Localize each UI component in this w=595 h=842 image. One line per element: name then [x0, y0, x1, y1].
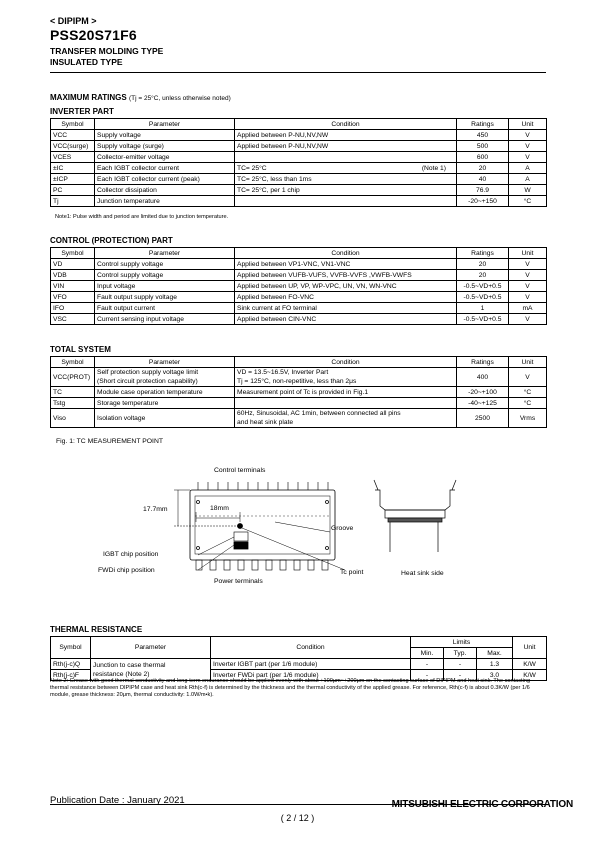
- figure-caption: Fig. 1: TC MEASUREMENT POINT: [56, 438, 164, 445]
- cell-rating: -40~+125: [457, 398, 509, 409]
- parameter-line-2: (Short circuit protection capability): [97, 378, 198, 385]
- cell-unit: W: [509, 185, 547, 196]
- label-dim-height: 17.7mm: [143, 506, 168, 513]
- cell-typ: -: [444, 670, 477, 681]
- cell-symbol: VCES: [51, 152, 95, 163]
- cell-unit: A: [509, 163, 547, 174]
- cell-parameter: Each IGBT collector current (peak): [95, 174, 235, 185]
- table-header-row: [51, 248, 547, 259]
- cell-unit: Vrms: [509, 409, 547, 428]
- cell-symbol: VFO: [51, 292, 95, 303]
- series-label: < DIPIPM >: [50, 16, 97, 26]
- cell-unit: V: [509, 281, 547, 292]
- condition-line: Measurement point of Tc is provided in Fig.1: [237, 388, 369, 396]
- cell-condition: [235, 174, 457, 185]
- cell-unit: V: [509, 141, 547, 152]
- cell-rating: 20: [457, 163, 509, 174]
- cell-parameter: Junction to case thermal resistance (Note 2): [91, 659, 211, 681]
- col-unit: Unit: [509, 119, 547, 130]
- cell-condition: [235, 141, 457, 152]
- col-parameter: Parameter: [95, 248, 235, 259]
- cell-parameter: [95, 398, 235, 409]
- thermal-header-row: [51, 637, 547, 648]
- col-symbol: Symbol: [51, 637, 91, 659]
- col-condition: Condition: [235, 357, 457, 368]
- cell-parameter: [95, 368, 235, 387]
- cell-parameter: Supply voltage (surge): [95, 141, 235, 152]
- cell-symbol: Rth(j-c)F: [51, 670, 91, 681]
- col-limits: Limits: [411, 637, 513, 648]
- cell-max: 1.3: [477, 659, 513, 670]
- cell-condition: Applied between VUFB-VUFS, VVFB-VVFS ,VWFB-VWFS: [235, 270, 457, 281]
- thermal-title: THERMAL RESISTANCE: [50, 625, 143, 634]
- table-header-row: [51, 357, 547, 368]
- table-header-row: [51, 119, 547, 130]
- col-symbol: Symbol: [51, 248, 95, 259]
- cell-symbol: VSC: [51, 314, 95, 325]
- label-heat-sink: Heat sink side: [401, 570, 444, 577]
- cell-parameter: Each IGBT collector current: [95, 163, 235, 174]
- cell-condition: [235, 152, 457, 163]
- cell-condition: Applied between VP1-VNC, VN1-VNC: [235, 259, 457, 270]
- cell-symbol: ±ICP: [51, 174, 95, 185]
- cell-condition: Inverter FWDi part (per 1/6 module): [211, 670, 411, 681]
- cell-symbol: Rth(j-c)Q: [51, 659, 91, 670]
- col-symbol: Symbol: [51, 119, 95, 130]
- inverter-table: [50, 118, 547, 207]
- cell-symbol: Tstg: [51, 398, 95, 409]
- cell-condition: Applied between CIN-VNC: [235, 314, 457, 325]
- table-row: [51, 281, 547, 292]
- condition-text: Applied between P-NU,NV,NW: [237, 142, 329, 150]
- cell-max: 3.0: [477, 670, 513, 681]
- label-groove: Groove: [331, 525, 354, 532]
- cell-unit: A: [509, 174, 547, 185]
- cell-symbol: TC: [51, 387, 95, 398]
- table-row: [51, 185, 547, 196]
- thermal-table: [50, 636, 547, 681]
- cell-condition: Applied between FO-VNC: [235, 292, 457, 303]
- label-igbt: IGBT chip position: [103, 551, 159, 558]
- cell-parameter: Fault output supply voltage: [95, 292, 235, 303]
- cell-condition: [235, 130, 457, 141]
- module-side-view: [374, 480, 456, 552]
- cell-rating: -0.5~VD+0.5: [457, 281, 509, 292]
- condition-line: 60Hz, Sinusoidal, AC 1min, between connected all pins: [237, 410, 401, 417]
- header-rule: [50, 72, 546, 73]
- cell-symbol: VCC(PROT): [51, 368, 95, 387]
- cell-min: -: [411, 670, 444, 681]
- table-row: [51, 259, 547, 270]
- parameter-line: Self protection supply voltage limit: [97, 369, 199, 376]
- table-row: [51, 130, 547, 141]
- cell-unit: V: [509, 292, 547, 303]
- cell-parameter: [95, 409, 235, 428]
- inverter-part-title: INVERTER PART: [50, 107, 114, 116]
- cell-rating: 500: [457, 141, 509, 152]
- max-ratings-title: MAXIMUM RATINGS (Tj = 25°C, unless otherwise noted): [50, 93, 231, 102]
- cell-unit: V: [509, 259, 547, 270]
- cell-unit: V: [509, 270, 547, 281]
- cell-rating: -20~+150: [457, 196, 509, 207]
- label-control-terminals: Control terminals: [214, 467, 266, 474]
- cell-unit: V: [509, 368, 547, 387]
- cell-condition: [235, 196, 457, 207]
- cell-parameter: Input voltage: [95, 281, 235, 292]
- col-unit: Unit: [509, 248, 547, 259]
- condition-text: TC= 25°C, less than 1ms: [237, 175, 312, 183]
- col-ratings: Ratings: [457, 248, 509, 259]
- publication-date: Publication Date : January 2021: [50, 795, 185, 806]
- control-table: [50, 247, 547, 325]
- cell-parameter: Supply voltage: [95, 130, 235, 141]
- parameter-line: Module case operation temperature: [97, 388, 203, 396]
- col-condition: Condition: [235, 119, 457, 130]
- note-2: Note 2: Grease with good thermal conductivity and long-term endurance should be applied evenly with about +100μm~+200μm on the contacting surface of DIPIPM and heat sink. The contacting thermal resistance between DIPIPM case and heat sink Rth(c-f) is determined by the thickness and the thermal conductivity of the applied grease. For reference, Rth(c-f) is about 0.3K/W (per 1/6 module, grease thickness: 20μm, thermal conductivity: 1.0W/m•k).: [50, 678, 531, 698]
- cell-symbol: VDB: [51, 270, 95, 281]
- cell-condition: [235, 387, 457, 398]
- cell-unit: mA: [509, 303, 547, 314]
- cell-unit: °C: [509, 196, 547, 207]
- condition-line: VD = 13.5~16.5V, Inverter Part: [237, 369, 329, 376]
- cell-parameter: Collector-emitter voltage: [95, 152, 235, 163]
- page-number: ( 2 / 12 ): [280, 813, 315, 823]
- cell-rating: 450: [457, 130, 509, 141]
- cell-rating: -0.5~VD+0.5: [457, 314, 509, 325]
- cell-rating: 20: [457, 270, 509, 281]
- cell-rating: 400: [457, 368, 509, 387]
- col-condition: Condition: [235, 248, 457, 259]
- col-min: Min.: [411, 648, 444, 659]
- col-unit: Unit: [513, 637, 547, 659]
- control-part-title: CONTROL (PROTECTION) PART: [50, 236, 173, 245]
- label-tc-point: Tc point: [340, 569, 364, 576]
- table-row: [51, 196, 547, 207]
- table-row: [51, 152, 547, 163]
- col-parameter: Parameter: [95, 357, 235, 368]
- col-typ: Typ.: [444, 648, 477, 659]
- cell-symbol: IFO: [51, 303, 95, 314]
- cell-min: -: [411, 659, 444, 670]
- cell-symbol: VCC(surge): [51, 141, 95, 152]
- cell-symbol: VCC: [51, 130, 95, 141]
- label-dim-width: 18mm: [210, 505, 229, 512]
- cell-unit: °C: [509, 387, 547, 398]
- cell-rating: 76.9: [457, 185, 509, 196]
- cell-parameter: Control supply voltage: [95, 259, 235, 270]
- cell-parameter: Control supply voltage: [95, 270, 235, 281]
- package-line-1: TRANSFER MOLDING TYPE: [50, 46, 164, 56]
- condition-text: TC= 25°C, per 1 chip: [237, 186, 300, 194]
- cell-condition: [235, 163, 457, 174]
- table-row: [51, 659, 547, 670]
- cell-parameter: Current sensing input voltage: [95, 314, 235, 325]
- table-row: [51, 368, 547, 387]
- cell-unit: K/W: [513, 670, 547, 681]
- table-row: [51, 409, 547, 428]
- cell-unit: °C: [509, 398, 547, 409]
- cell-rating: 20: [457, 259, 509, 270]
- cell-rating: -0.5~VD+0.5: [457, 292, 509, 303]
- cell-condition: [235, 398, 457, 409]
- cell-symbol: PC: [51, 185, 95, 196]
- cell-unit: K/W: [513, 659, 547, 670]
- cell-symbol: VD: [51, 259, 95, 270]
- total-table: [50, 356, 547, 428]
- col-symbol: Symbol: [51, 357, 95, 368]
- cell-rating: 40: [457, 174, 509, 185]
- cell-parameter: Junction temperature: [95, 196, 235, 207]
- parameter-line: Isolation voltage: [97, 414, 146, 422]
- cell-condition: [235, 185, 457, 196]
- cell-typ: -: [444, 659, 477, 670]
- table-row: [51, 314, 547, 325]
- cell-rating: -20~+100: [457, 387, 509, 398]
- parameter-line: Storage temperature: [97, 399, 159, 407]
- col-parameter: Parameter: [91, 637, 211, 659]
- cell-symbol: Viso: [51, 409, 95, 428]
- cell-unit: V: [509, 152, 547, 163]
- cell-parameter: Fault output current: [95, 303, 235, 314]
- table-row: [51, 174, 547, 185]
- col-ratings: Ratings: [457, 119, 509, 130]
- cell-condition: Sink current at FO terminal: [235, 303, 457, 314]
- company-name: MITSUBISHI ELECTRIC CORPORATION: [391, 799, 573, 810]
- cell-symbol: ±IC: [51, 163, 95, 174]
- condition-text: Applied between P-NU,NV,NW: [237, 131, 329, 139]
- cell-rating: 1: [457, 303, 509, 314]
- cell-parameter: [95, 387, 235, 398]
- col-unit: Unit: [509, 357, 547, 368]
- cell-unit: V: [509, 314, 547, 325]
- col-parameter: Parameter: [95, 119, 235, 130]
- label-power-terminals: Power terminals: [214, 578, 263, 585]
- cell-unit: V: [509, 130, 547, 141]
- table-row: [51, 387, 547, 398]
- cell-condition: [235, 368, 457, 387]
- cell-rating: 600: [457, 152, 509, 163]
- table-row: [51, 163, 547, 174]
- cell-symbol: Tj: [51, 196, 95, 207]
- cell-parameter: Collector dissipation: [95, 185, 235, 196]
- cell-condition: Inverter IGBT part (per 1/6 module): [211, 659, 411, 670]
- note-1: Note1: Pulse width and period are limited due to junction temperature.: [55, 214, 229, 220]
- col-max: Max.: [477, 648, 513, 659]
- package-line-2: INSULATED TYPE: [50, 57, 123, 67]
- condition-text: TC= 25°C: [237, 164, 267, 172]
- condition-line-2: Tj = 125°C, non-repetitive, less than 2μs: [237, 378, 357, 385]
- cell-condition: [235, 409, 457, 428]
- label-fwdi: FWDi chip position: [98, 567, 155, 574]
- table-row: [51, 292, 547, 303]
- cell-condition: Applied between UP, VP, WP-VPC, UN, VN, WN-VNC: [235, 281, 457, 292]
- package-type: [50, 46, 163, 68]
- col-ratings: Ratings: [457, 357, 509, 368]
- condition-line-2: and heat sink plate: [237, 419, 294, 426]
- table-row: [51, 141, 547, 152]
- condition-note: (Note 1): [421, 164, 446, 172]
- table-row: [51, 270, 547, 281]
- col-condition: Condition: [211, 637, 411, 659]
- table-row: [51, 398, 547, 409]
- table-row: [51, 303, 547, 314]
- part-number: PSS20S71F6: [50, 27, 137, 43]
- cell-rating: 2500: [457, 409, 509, 428]
- cell-symbol: VIN: [51, 281, 95, 292]
- total-system-title: TOTAL SYSTEM: [50, 345, 111, 354]
